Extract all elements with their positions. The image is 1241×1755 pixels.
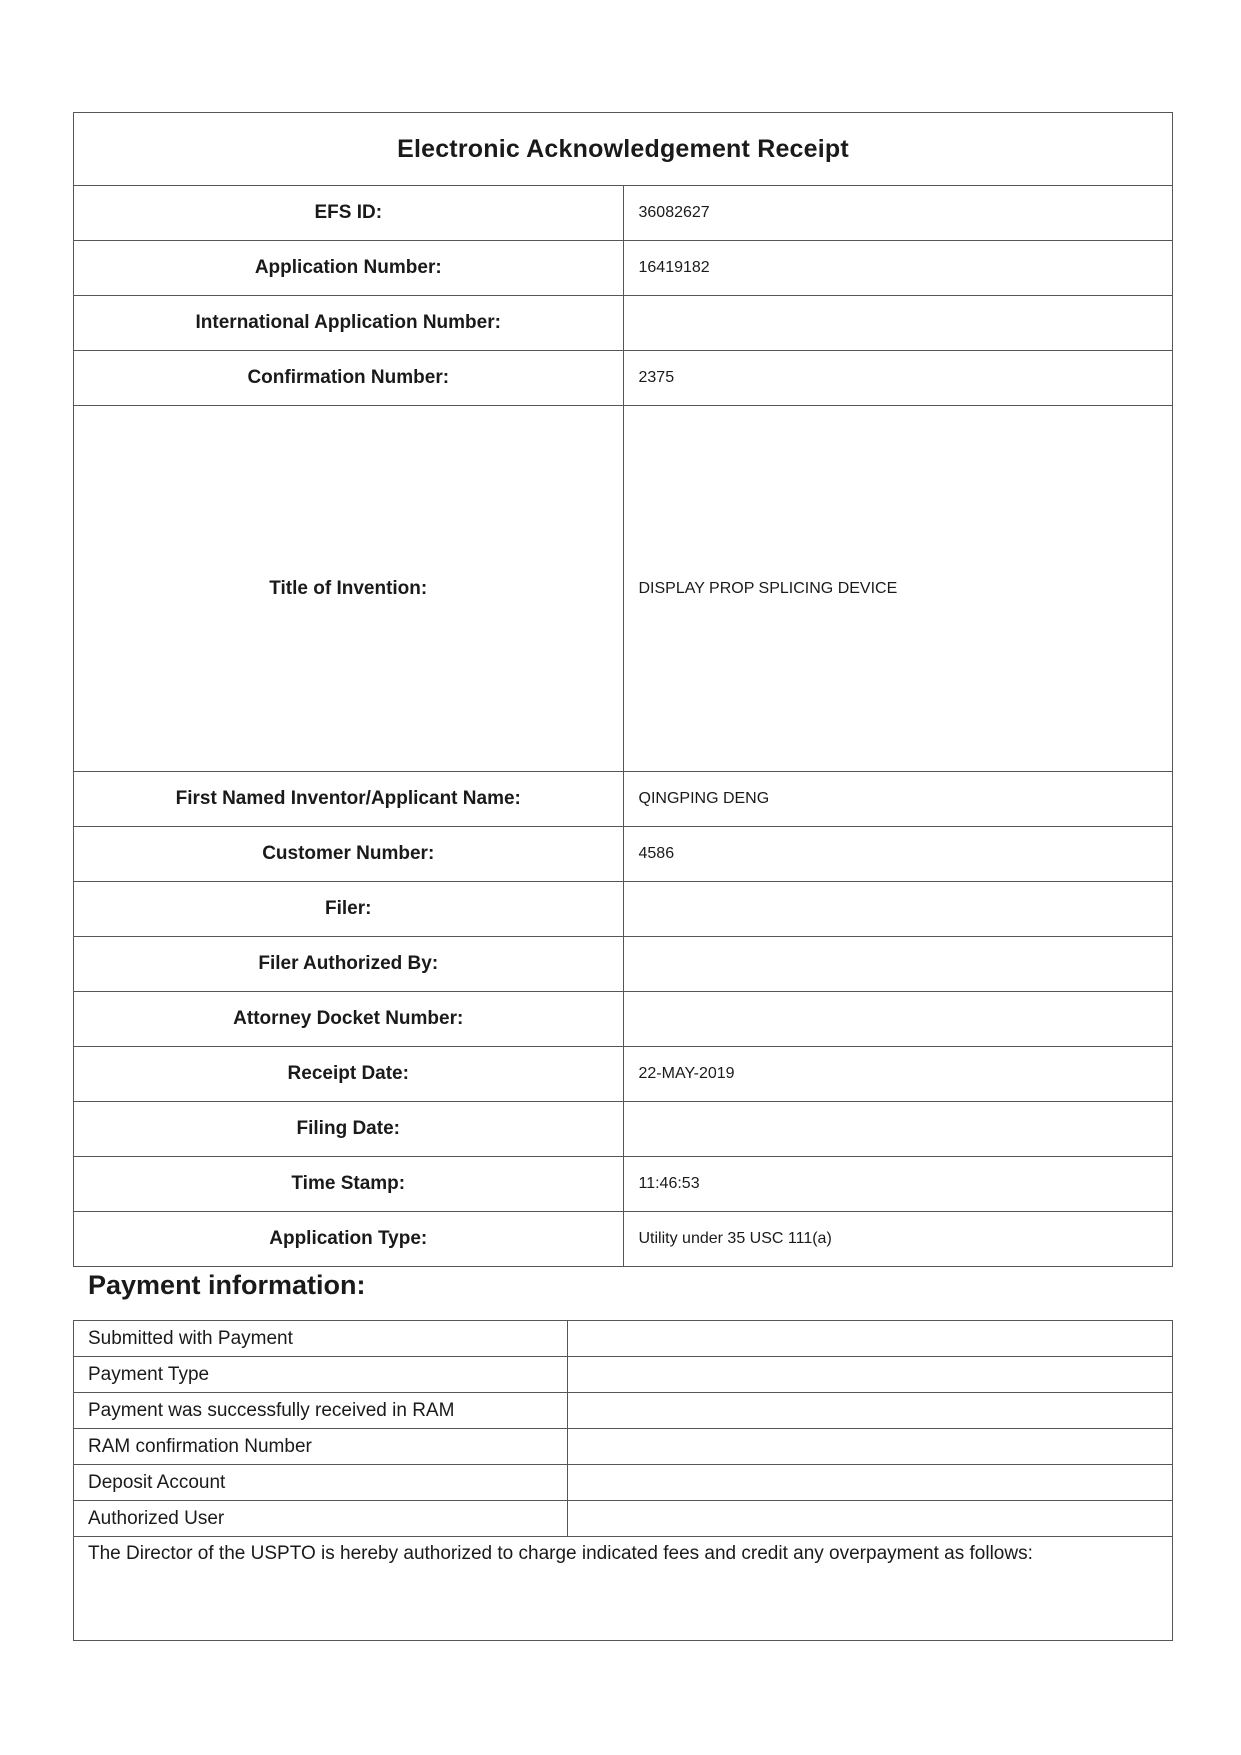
ram-confirmation-number-label: RAM confirmation Number: [74, 1429, 568, 1465]
filing-date-value: [623, 1102, 1173, 1157]
row-title-of-invention: [74, 406, 1173, 772]
attorney-docket-number-value: [623, 992, 1173, 1047]
director-authorization-note: The Director of the USPTO is hereby authorized to charge indicated fees and credit any overpayment as follows:: [74, 1537, 1173, 1641]
application-type-value: Utility under 35 USC 111(a): [623, 1212, 1173, 1267]
row-filer-authorized-by: [74, 937, 1173, 992]
customer-number-label: Customer Number:: [74, 827, 624, 882]
payment-table: [73, 1320, 1173, 1641]
submitted-with-payment-value: [568, 1321, 1173, 1357]
received-in-ram-label: Payment was successfully received in RAM: [74, 1393, 568, 1429]
received-in-ram-value: [568, 1393, 1173, 1429]
time-stamp-label: Time Stamp:: [74, 1157, 624, 1212]
row-filer: [74, 882, 1173, 937]
deposit-account-label: Deposit Account: [74, 1465, 568, 1501]
row-filing-date: [74, 1102, 1173, 1157]
attorney-docket-number-label: Attorney Docket Number:: [74, 992, 624, 1047]
row-customer-number: [74, 827, 1173, 882]
payment-row-director-note: [74, 1537, 1173, 1641]
row-attorney-docket-number: [74, 992, 1173, 1047]
filer-authorized-by-value: [623, 937, 1173, 992]
filer-value: [623, 882, 1173, 937]
confirmation-number-value: 2375: [623, 351, 1173, 406]
row-application-type: [74, 1212, 1173, 1267]
ram-confirmation-number-value: [568, 1429, 1173, 1465]
payment-row-payment-type: [74, 1357, 1173, 1393]
row-efs-id: [74, 186, 1173, 241]
payment-type-label: Payment Type: [74, 1357, 568, 1393]
application-number-label: Application Number:: [74, 241, 624, 296]
deposit-account-value: [568, 1465, 1173, 1501]
confirmation-number-label: Confirmation Number:: [74, 351, 624, 406]
payment-row-deposit-account: [74, 1465, 1173, 1501]
authorized-user-label: Authorized User: [74, 1501, 568, 1537]
filer-label: Filer:: [74, 882, 624, 937]
payment-row-ram-confirmation-number: [74, 1429, 1173, 1465]
row-time-stamp: [74, 1157, 1173, 1212]
time-stamp-value: 11:46:53: [623, 1157, 1173, 1212]
efs-id-label: EFS ID:: [74, 186, 624, 241]
first-named-inventor-value: QINGPING DENG: [623, 772, 1173, 827]
receipt-date-label: Receipt Date:: [74, 1047, 624, 1102]
filer-authorized-by-label: Filer Authorized By:: [74, 937, 624, 992]
payment-row-submitted-with-payment: [74, 1321, 1173, 1357]
efs-id-value: 36082627: [623, 186, 1173, 241]
application-type-label: Application Type:: [74, 1212, 624, 1267]
receipt-title: Electronic Acknowledgement Receipt: [74, 113, 1173, 186]
payment-type-value: [568, 1357, 1173, 1393]
receipt-date-value: 22-MAY-2019: [623, 1047, 1173, 1102]
receipt-table: [73, 112, 1173, 1267]
international-application-number-label: International Application Number:: [74, 296, 624, 351]
row-application-number: [74, 241, 1173, 296]
row-international-application-number: [74, 296, 1173, 351]
payment-row-authorized-user: [74, 1501, 1173, 1537]
title-of-invention-label: Title of Invention:: [74, 406, 624, 772]
authorized-user-value: [568, 1501, 1173, 1537]
customer-number-value: 4586: [623, 827, 1173, 882]
international-application-number-value: [623, 296, 1173, 351]
filing-date-label: Filing Date:: [74, 1102, 624, 1157]
payment-row-received-in-ram: [74, 1393, 1173, 1429]
row-confirmation-number: [74, 351, 1173, 406]
payment-heading: Payment information:: [88, 1270, 366, 1300]
row-receipt-date: [74, 1047, 1173, 1102]
first-named-inventor-label: First Named Inventor/Applicant Name:: [74, 772, 624, 827]
row-first-named-inventor: [74, 772, 1173, 827]
application-number-value: 16419182: [623, 241, 1173, 296]
title-of-invention-value: DISPLAY PROP SPLICING DEVICE: [623, 406, 1173, 772]
submitted-with-payment-label: Submitted with Payment: [74, 1321, 568, 1357]
